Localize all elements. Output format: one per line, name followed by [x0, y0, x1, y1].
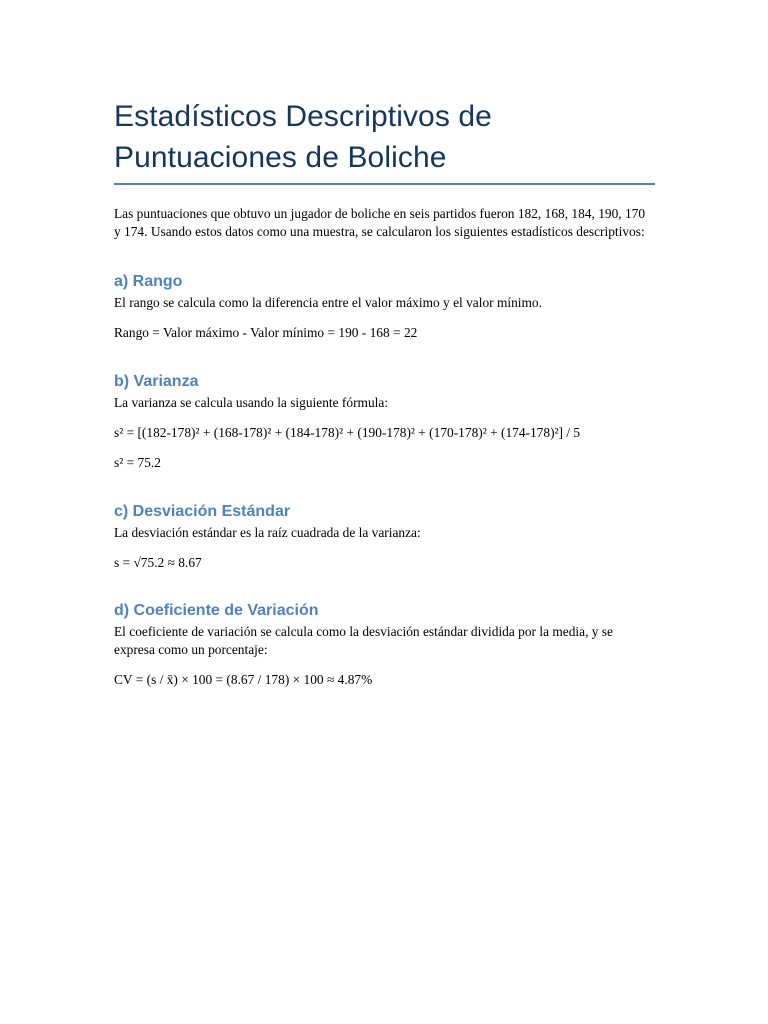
title-line-1: Estadísticos Descriptivos de — [114, 100, 492, 133]
cv-description: El coeficiente de variación se calcula como la desviación estándar dividida por la media, y se expresa como un porcentaje: — [114, 624, 613, 657]
std-dev-formula: s = √75.2 ≈ 8.67 — [114, 555, 202, 570]
variance-description: La varianza se calcula usando la siguiente fórmula: — [114, 395, 389, 410]
document-title — [114, 96, 654, 183]
range-description: El rango se calcula como la diferencia entre el valor máximo y el valor mínimo. — [114, 295, 542, 310]
std-dev-heading: c) Desviación Estándar — [114, 503, 291, 520]
std-dev-description: La desviación estándar es la raíz cuadrada de la varianza: — [114, 525, 421, 540]
range-heading: a) Rango — [114, 273, 183, 290]
cv-formula: CV = (s / x̄) × 100 = (8.67 / 178) × 100 ≈ 4.87% — [114, 672, 373, 687]
cv-heading: d) Coeficiente de Variación — [114, 602, 319, 619]
variance-result: s² = 75.2 — [114, 455, 161, 470]
intro-paragraph: Las puntuaciones que obtuvo un jugador de boliche en seis partidos fueron 182, 168, 184, 190, 170 y 174. Usando estos datos como una muestra, se calcularon los siguientes estadísticos descriptivos: — [114, 206, 646, 239]
title-divider — [114, 183, 655, 185]
document-page — [114, 96, 654, 689]
range-formula: Rango = Valor máximo - Valor mínimo = 190 - 168 = 22 — [114, 325, 418, 340]
variance-formula: s² = [(182-178)² + (168-178)² + (184-178)² + (190-178)² + (170-178)² + (174-178)²] / 5 — [114, 425, 581, 440]
variance-heading: b) Varianza — [114, 373, 199, 390]
title-line-2: Puntuaciones de Boliche — [114, 141, 447, 174]
